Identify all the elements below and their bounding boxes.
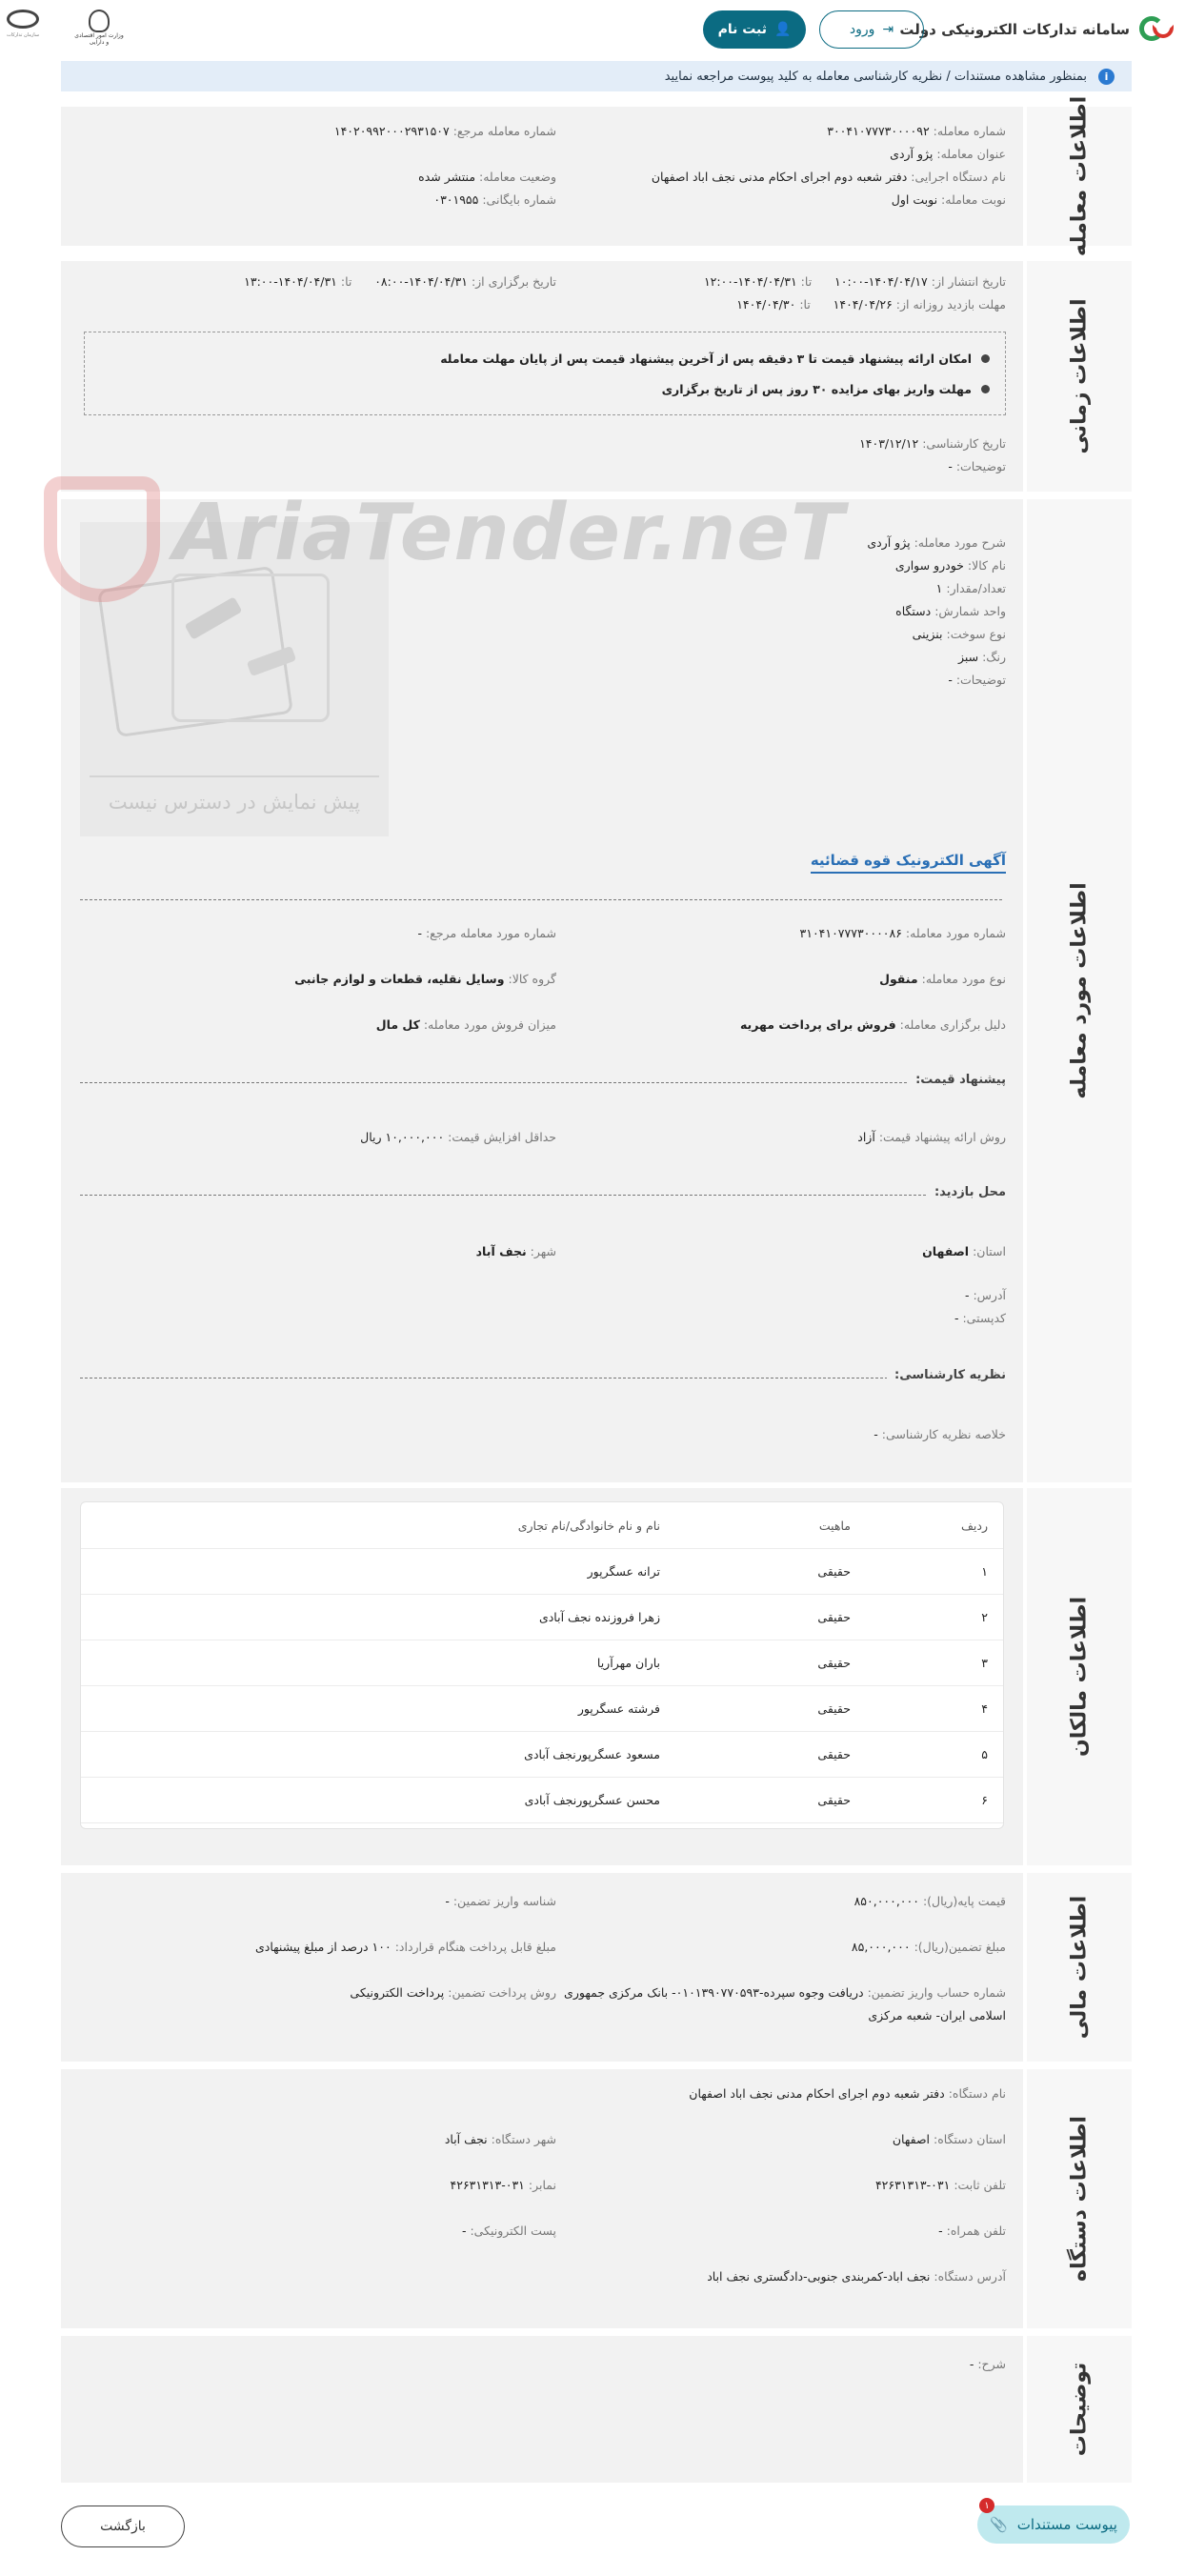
note-item: مهلت واریز بهای مزایده ۳۰ روز پس از تاریخ برگزاری [662,382,990,396]
note-item: امکان ارائه پیشنهاد قیمت تا ۳ دقیقه پس از آخرین پیشنهاد قیمت پس از پایان مهلت معامله [440,352,990,366]
device-email-field: پست الکترونیکی: - [461,2224,556,2238]
device-city-field: شهر دستگاه: نجف آباد [444,2132,556,2146]
divider [80,899,1002,900]
row-number-cell: ۳ [981,1655,988,1670]
table-row [81,1548,1003,1595]
descriptions-section [61,2336,1132,2483]
top-bar [0,0,1185,61]
device-section [61,2069,1132,2328]
type-cell: حقیقی [817,1563,851,1579]
guarantee-field: مبلغ تضمین(ریال): ۸۵,۰۰۰,۰۰۰ [851,1940,1006,1954]
owners-tab [1023,1488,1132,1865]
info-banner [61,61,1132,91]
expert-date-field: تاریخ کارشناسی: ۱۴۰۳/۱۲/۱۲ [859,436,1006,451]
col-header-name: نام و نام خانوادگی/نام تجاری [517,1518,660,1533]
pay-method-field: روش پرداخت تضمین: پرداخت الکترونیکی [350,1985,556,2000]
setad-logo-icon [1137,13,1175,46]
goods-group-field: گروه کالا: وسایل نقلیه، قطعات و لوازم جانبی [294,972,556,986]
status-field: وضعیت معامله: منتشر شده [418,170,556,184]
name-cell: باران مهرآریا [596,1655,660,1670]
device-title: اطلاعات دستگاه [1067,2116,1092,2282]
device-name-field: نام دستگاه: دفتر شعبه دوم اجرای احکام مدنی نجف اباد اصفهان [689,2086,1006,2101]
organization-logo-icon [7,10,39,29]
add-user-icon: 👤 [774,22,792,37]
account-field: شماره حساب واریز تضمین: دریافت وجوه سپرده-۰۱۰۱۳۹۰۷۷۰۵۹۳- بانک مرکزی جمهوری [564,1985,1006,2000]
government-emblem-logo [74,10,124,53]
fuel-field: نوع سوخت: بنزینی [912,627,1006,641]
preview-caption: پیش نمایش در دسترس نیست [108,791,361,814]
province-field: استان: اصفهان [922,1244,1006,1258]
expert-heading: نظریه کارشناسی: [887,1368,1006,1382]
device-mobile-field: تلفن همراه: - [938,2224,1006,2238]
table-row [81,1640,1003,1686]
row-number-cell: ۱ [981,1563,988,1579]
attachment-count-badge: ۱ [979,2498,994,2513]
visit-date-field: مهلت بازدید روزانه از: ۱۴۰۴/۰۴/۲۶ تا: ۱۴۰۴/۰۴/۳۰ [736,297,1006,312]
item-desc-field: شرح مورد معامله: پژو آردی [867,535,1006,550]
item-desc-notes-field: توضیحات: - [948,673,1006,687]
register-button[interactable] [703,10,806,49]
descriptions-title: توضیحات [1067,2362,1092,2457]
reason-field: دلیل برگزاری معامله: فروش برای پرداخت مهریه [739,1017,1006,1032]
watermark-text: AriaTender.neT [173,488,845,578]
login-icon: ⇥ [882,22,894,37]
descriptions-tab [1023,2336,1132,2483]
type-cell: حقیقی [817,1746,851,1761]
color-field: رنگ: سبز [957,650,1006,664]
organization-logo [4,10,42,53]
publish-date-field: تاریخ انتشار از: ۱۴۰۴/۰۴/۱۷-۱۰:۰۰ تا: ۱۴۰۴/۰۴/۳۱-۱۲:۰۰ [703,274,1006,289]
divider [80,1378,1002,1379]
row-number-cell: ۵ [981,1746,988,1761]
owners-table [80,1501,1004,1829]
ref-item-field: شماره مورد معامله مرجع: - [417,926,556,940]
brand[interactable] [899,13,1175,46]
row-number-cell: ۶ [981,1792,988,1807]
owners-section [61,1488,1132,1865]
attachments-label: پیوست مستندات [1016,2516,1117,2533]
col-header-row-number: ردیف [960,1518,988,1533]
type-cell: حقیقی [817,1701,851,1716]
item-type-field: نوع مورد معامله: منقول [879,972,1006,986]
deal-info-title: اطلاعات معامله [1067,95,1092,257]
col-header-type: ماهیت [818,1518,851,1533]
register-label: ثبت نام [717,22,768,37]
table-row [81,1777,1003,1823]
device-address-field: آدرس دستگاه: نجف اباد-کمربندی جنوبی-دادگستری نجف اباد [707,2269,1006,2284]
emblem-icon [89,10,110,32]
turn-field: نوبت معامله: نوبت اول [891,192,1006,207]
financial-title: اطلاعات مالی [1067,1895,1092,2040]
info-icon: i [1098,69,1115,85]
placeholder-card-icon [171,574,330,722]
table-row [81,1594,1003,1640]
table-row [81,1685,1003,1732]
brand-title: سامانه تدارکات الکترونیکی دولت [899,21,1130,38]
descriptions-field: شرح: - [969,2357,1006,2371]
financial-section [61,1873,1132,2062]
row-number-cell: ۲ [981,1609,988,1624]
base-price-field: قیمت پایه(ریال): ۸۵۰,۰۰۰,۰۰۰ [854,1894,1006,1908]
bullet-icon [981,385,990,393]
time-info-tab [1023,261,1132,492]
item-info-title: اطلاعات مورد معامله [1067,882,1092,1099]
back-button[interactable]: بازگشت [61,2506,185,2547]
deal-info-tab [1023,95,1132,257]
table-header-row [81,1502,1003,1549]
expert-summary-field: خلاصه نظریه کارشناسی: - [874,1427,1006,1441]
login-button[interactable] [819,10,924,49]
postal-field: کدپستی: - [954,1311,1006,1325]
offer-method-field: روش ارائه پیشنهاد قیمت: آزاد [857,1130,1006,1144]
visit-heading: محل بازدید: [927,1185,1006,1199]
min-increase-field: حداقل افزایش قیمت: ۱۰,۰۰۰,۰۰۰ ریال [360,1130,556,1144]
time-info-section [61,261,1132,492]
name-cell: فرشته عسگرپور [577,1701,660,1716]
hold-date-field: تاریخ برگزاری از: ۱۴۰۴/۰۴/۳۱-۰۸:۰۰ تا: ۱۴۰۴/۰۴/۳۱-۱۳:۰۰ [244,274,556,289]
org-logo-text: سازمان تدارکات [6,32,40,38]
deal-number-field: شماره معامله: ۳۰۰۴۱۰۷۷۷۳۰۰۰۰۹۲ [827,124,1006,138]
device-tab [1023,2069,1132,2328]
time-desc-field: توضیحات: - [948,459,1006,473]
deal-info-section [61,95,1132,257]
judiciary-ad-link[interactable]: آگهی الکترونیک قوه قضائیه [811,852,1006,874]
paperclip-icon: 📎 [990,2516,1008,2533]
notes-box [84,332,1006,415]
name-cell: ترانه عسگرپور [587,1563,660,1579]
unit-field: واحد شمارش: دستگاه [895,604,1006,618]
gov-logo-text: وزارت امور اقتصادی و دارایی [74,32,124,46]
divider [80,1195,1002,1196]
name-cell: زهرا فروزنده نجف آبادی [538,1609,660,1624]
city-field: شهر: نجف آباد [475,1244,556,1258]
account-field-line2: اسلامی ایران- شعبه مرکزی [868,2008,1006,2023]
deal-title-field: عنوان معامله: پژو آردی [890,147,1006,161]
price-heading: پیشنهاد قیمت: [908,1073,1006,1087]
item-info-tab [1023,499,1132,1482]
item-number-field: شماره مورد معامله: ۳۱۰۴۱۰۷۷۷۳۰۰۰۰۸۶ [799,926,1006,940]
device-province-field: استان دستگاه: اصفهان [892,2132,1006,2146]
address-field: آدرس: - [964,1288,1006,1302]
divider [80,1082,1002,1083]
goods-name-field: نام کالا: خودرو سواری [894,558,1006,573]
bullet-icon [981,354,990,363]
executor-field: نام دستگاه اجرایی: دفتر شعبه دوم اجرای احکام مدنی نجف اباد اصفهان [651,170,1006,184]
device-fax-field: نمابر: ۰۳۱-۴۲۶۳۱۳۱۳ [450,2178,556,2192]
payable-field: مبلغ قابل پرداخت هنگام قرارداد: ۱۰۰ درصد از مبلغ پیشنهادی [255,1940,556,1954]
archive-field: شماره بایگانی: ۰۳۰۱۹۵۵ [433,192,556,207]
financial-tab [1023,1873,1132,2062]
type-cell: حقیقی [817,1609,851,1624]
name-cell: محسن عسگرپورنجف آبادی [524,1792,660,1807]
sale-amount-field: میزان فروش مورد معامله: کل مال [375,1017,556,1032]
type-cell: حقیقی [817,1655,851,1670]
time-info-title: اطلاعات زمانی [1067,298,1092,454]
deposit-id-field: شناسه واریز تضمین: - [445,1894,556,1908]
login-label: ورود [849,22,875,37]
type-cell: حقیقی [817,1792,851,1807]
image-preview-placeholder [80,522,389,836]
table-row [81,1731,1003,1778]
owners-title: اطلاعات مالکان [1067,1597,1092,1757]
name-cell: مسعود عسگرپورنجف آبادی [524,1746,660,1761]
ref-number-field: شماره معامله مرجع: ۱۴۰۲۰۹۹۲۰۰۰۲۹۳۱۵۰۷ [333,124,556,138]
attachments-button[interactable] [977,2500,1130,2544]
row-number-cell: ۴ [981,1701,988,1716]
info-banner-text: بمنظور مشاهده مستندات / نظریه کارشناسی معامله به کلید پیوست مراجعه نمایید [664,69,1087,84]
device-phone-field: تلفن ثابت: ۰۳۱-۴۲۶۳۱۳۱۳ [874,2178,1006,2192]
count-field: تعداد/مقدار: ۱ [935,581,1006,595]
